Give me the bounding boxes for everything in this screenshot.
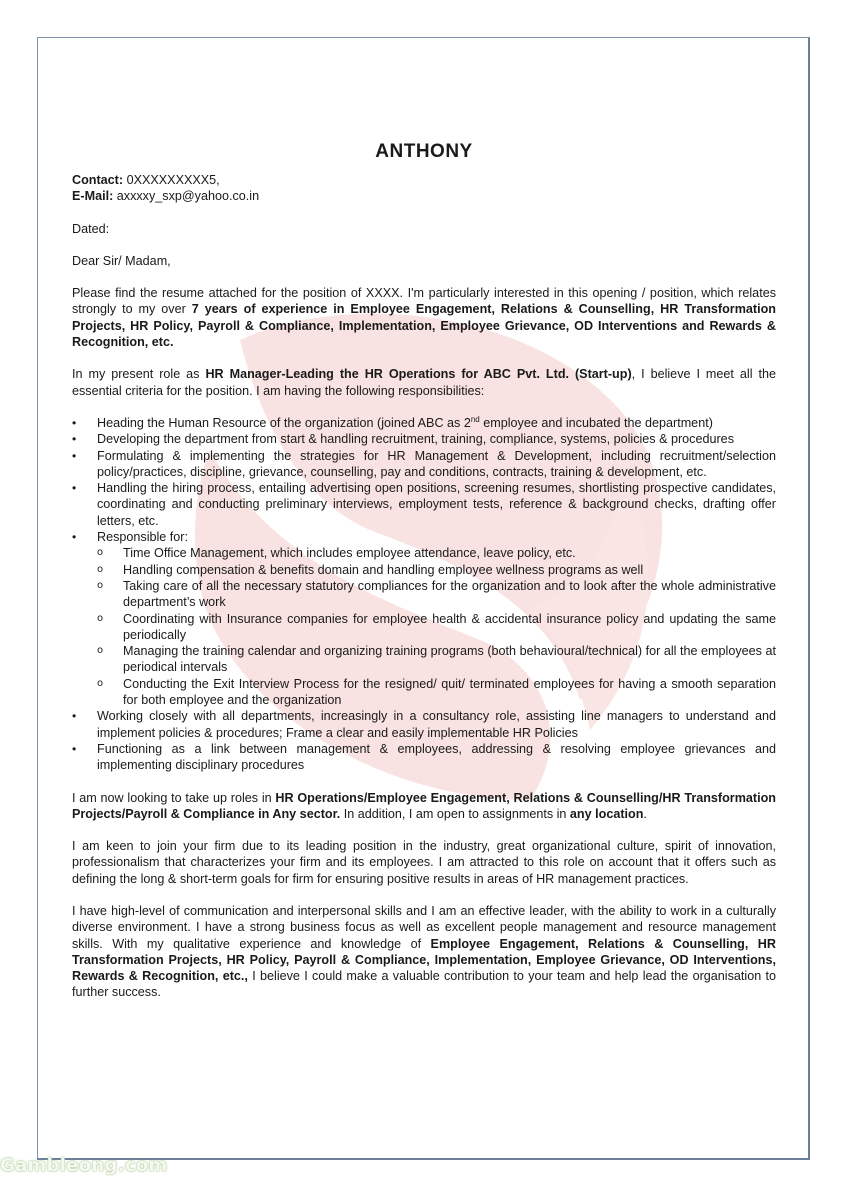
email-label: E-Mail: [72, 189, 114, 204]
skills-text-2: I believe I could make a valuable contribution to your team and help lead the organisation to further success. [72, 969, 777, 1000]
list-item: • Handling the hiring process, entailing advertising open positions, screening resumes, shortlisting prospective candidates, coordinating and conducting preliminary interviews, employment tests, reference & background checks, drafting offer letters, etc. [72, 480, 776, 529]
cover-letter [72, 140, 776, 1001]
skills-bold: Employee Engagement, Relations & Counselling, HR Transformation Projects, HR Policy, Payroll & Compliance, Implementation, Employee Grievance, OD Interventions, Rewards & Recognition, etc., [72, 936, 776, 984]
sub-list-item: o Coordinating with Insurance companies for employee health & accidental insurance policy and updating the same periodically [97, 611, 776, 644]
sub-list-item: o Taking care of all the necessary statutory compliances for the organization and to look after the whole administrative department’s work [97, 578, 776, 611]
looking-text-2: In addition, I am open to assignments in [340, 806, 570, 821]
contact-line [72, 172, 776, 188]
intro-text: Please find the resume attached for the position of XXXX. I'm particularly interested in this opening / position, which relates strongly to my over [72, 286, 776, 317]
watermark-text: Gambleong.com [0, 1155, 168, 1176]
paragraph-keen: I am keen to join your firm due to its leading position in the industry, great organizational culture, spirit of innovation, professionalism that characterizes your firm and its employees. I am attracted to this role on account that it offers such as defining the long & short-term goals for firm for ensuring positive results in areas of HR management practices. [72, 839, 776, 886]
item-text: employee and incubated the department) [479, 415, 713, 430]
applicant-name: ANTHONY [375, 141, 473, 162]
role-text-1: In my present role as [72, 367, 206, 382]
dated-line: Dated: [72, 221, 110, 236]
list-item [72, 529, 776, 708]
sub-list-item: o Managing the training calendar and organizing training programs (both behavioural/technical) for all the employees at periodical intervals [97, 643, 776, 676]
intro-bold: 7 years of experience in Employee Engagement, Relations & Counselling, HR Transformation Projects, HR Policy, Payroll & Compliance, Implementation, Employee Grievance, OD Interventions and Rewards & Recognition, etc. [72, 302, 776, 350]
looking-text-1: I am now looking to take up roles in [72, 790, 276, 805]
responsibilities-list [72, 415, 776, 774]
list-item [72, 415, 776, 431]
email-value: axxxxy_sxp@yahoo.co.in [113, 189, 260, 204]
list-item: • Developing the department from start & handling recruitment, training, compliance, systems, policies & procedures [72, 431, 776, 447]
looking-text-3: . [643, 806, 647, 821]
item-text: Responsible for: [97, 530, 189, 545]
list-item: • Functioning as a link between management & employees, addressing & resolving employee grievances and implementing disciplinary procedures [72, 741, 776, 774]
looking-bold-1: HR Operations/Employee Engagement, Relations & Counselling/HR Transformation Projects/Payroll & Compliance in Any sector. [72, 790, 776, 821]
paragraph-looking-for [72, 790, 776, 823]
item-text: Heading the Human Resource of the organization (joined ABC as 2 [97, 415, 471, 430]
skills-text-1: I have high-level of communication and interpersonal skills and I am an effective leader, with the ability to work in a culturally diverse environment. I have a strong business focus as well as excellent people management and resource management skills. With my qualitative experience and knowledge of [72, 903, 776, 951]
email-line [72, 188, 776, 204]
list-item: • Formulating & implementing the strategies for HR Management & Development, including recruitment/selection policy/practices, discipline, grievance, counselling, pay and conditions, contracts, training & development, etc. [72, 448, 776, 481]
contact-label: Contact: [72, 173, 124, 187]
sub-list-item: o Time Office Management, which includes employee attendance, leave policy, etc. [97, 545, 776, 561]
list-item: • Working closely with all departments, increasingly in a consultancy role, assisting line managers to understand and implement policies & procedures; Frame a clear and easily implementable HR Policies [72, 708, 776, 741]
role-text-2: , I believe I meet all the essential criteria for the position. I am having the following responsibilities: [72, 367, 776, 398]
sub-list [97, 545, 776, 708]
sub-list-item: o Handling compensation & benefits domain and handling employee wellness programs as well [97, 562, 776, 578]
sub-list-item: o Conducting the Exit Interview Process for the resigned/ quit/ terminated employees for having a smooth separation for both employee and the organization [97, 676, 776, 709]
superscript: nd [470, 414, 480, 424]
paragraph-skills [72, 903, 776, 1001]
paragraph-present-role [72, 366, 776, 399]
salutation: Dear Sir/ Madam, [72, 253, 171, 268]
paragraph-intro [72, 285, 776, 350]
contact-value: 0XXXXXXXXX5, [123, 173, 220, 187]
role-bold: HR Manager-Leading the HR Operations for ABC Pvt. Ltd. (Start-up) [205, 367, 632, 382]
looking-bold-2: any location [569, 806, 644, 821]
